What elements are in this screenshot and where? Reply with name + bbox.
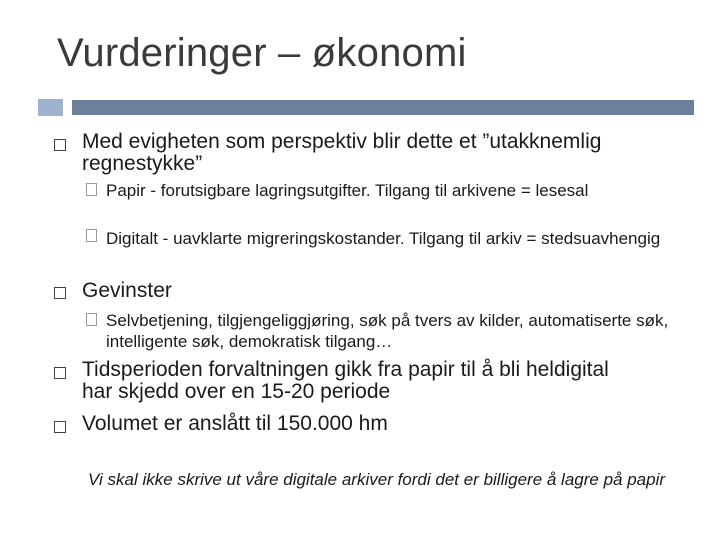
- checkbox-square-icon: [86, 229, 97, 242]
- italic-note: Vi skal ikke skrive ut våre digitale arkiver fordi det er billigere å lagre på papir: [88, 470, 666, 489]
- checkbox-square-icon: [86, 183, 97, 196]
- hollow-square-icon: [54, 287, 66, 299]
- bullet-item: Gevinster: [82, 279, 172, 302]
- hollow-square-icon: [54, 367, 66, 379]
- bullet-item: Tidsperioden forvaltningen gikk fra papir til å bli heldigital har skjedd over en 15-20 periode: [82, 358, 609, 403]
- bullet-item: Med evigheten som perspektiv blir dette et ”utakknemlig regnestykke”: [82, 130, 602, 175]
- sub-bullet-item: Papir - forutsigbare lagringsutgifter. Tilgang til arkivene = lesesal: [106, 181, 589, 200]
- bullet-item: Volumet er anslått til 150.000 hm: [82, 412, 388, 435]
- sub-bullet-item: Digitalt - uavklarte migreringskostander. Tilgang til arkiv = stedsuavhengig: [106, 229, 661, 248]
- checkbox-square-icon: [86, 313, 97, 326]
- sub-bullet-item: Selvbetjening, tilgjengeliggjøring, søk på tvers av kilder, automatiserte søk, intelligente søk, demokratisk tilgang…: [106, 311, 669, 351]
- hollow-square-icon: [54, 421, 66, 433]
- slide-title: Vurderinger – økonomi: [57, 31, 467, 75]
- hollow-square-icon: [54, 139, 66, 151]
